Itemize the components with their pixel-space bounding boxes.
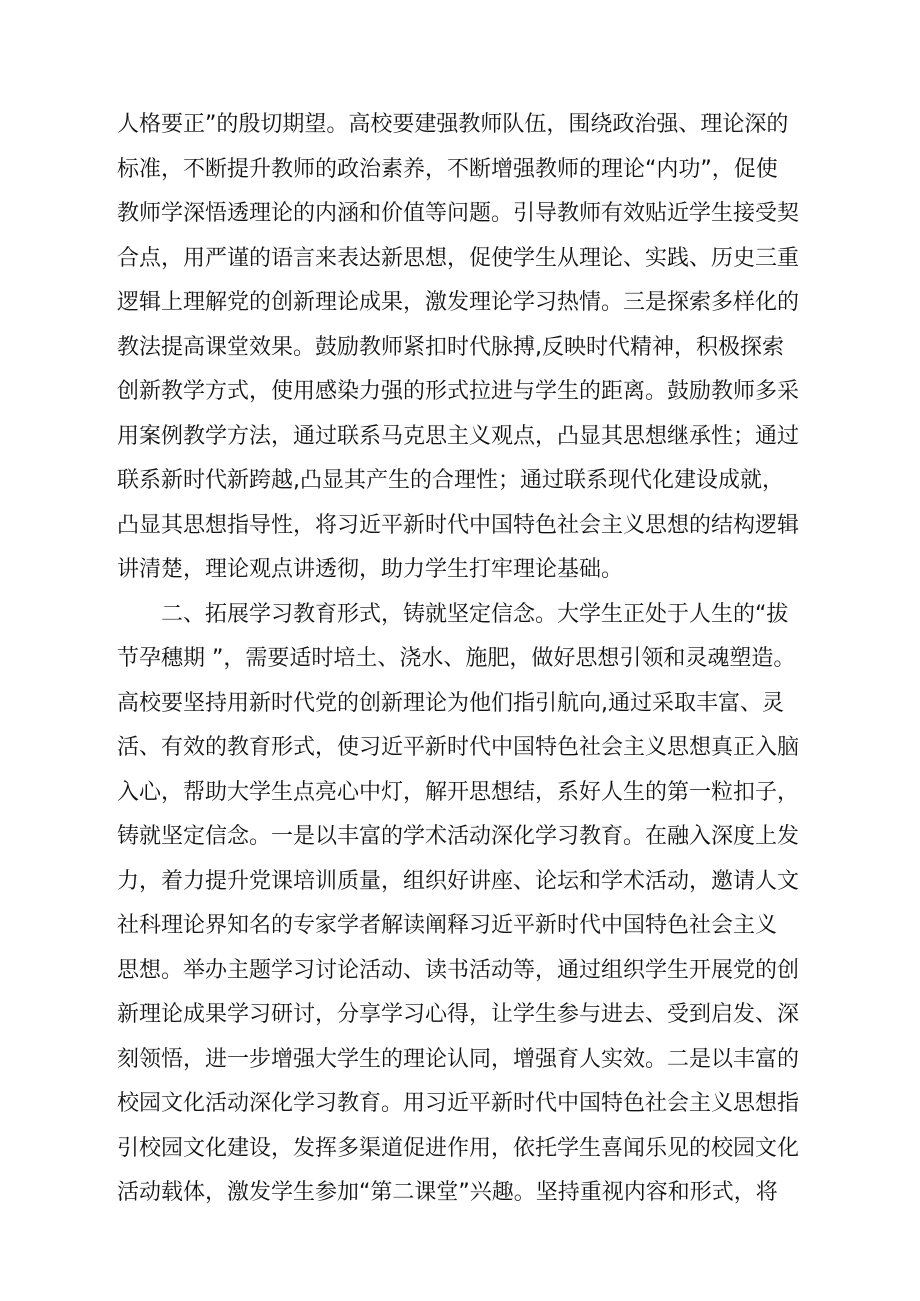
text-line: 创新教学方式，使用感染力强的形式拉进与学生的距离。鼓励教师多采 bbox=[117, 379, 800, 404]
text-line: 逻辑上理解党的创新理论成果，激发理论学习热情。三是探索多样化的 bbox=[117, 290, 800, 315]
text-line: 铸就坚定信念。一是以丰富的学术活动深化学习教育。在融入深度上发 bbox=[117, 824, 800, 849]
text-line: 社科理论界知名的专家学者解读阐释习近平新时代中国特色社会主义 bbox=[117, 913, 778, 938]
text-line: 教师学深悟透理论的内涵和价值等问题。引导教师有效贴近学生接受契 bbox=[117, 201, 800, 226]
section-heading-line: 二、拓展学习教育形式，铸就坚定信念。大学生正处于人生的“拔 bbox=[161, 601, 789, 627]
text-line: 高校要坚持用新时代党的创新理论为他们指引航向,通过采取丰富、灵 bbox=[117, 690, 784, 716]
text-line: 凸显其思想指导性，将习近平新时代中国特色社会主义思想的结构逻辑 bbox=[117, 512, 800, 538]
body-text bbox=[117, 103, 837, 1216]
text-line: 刻领悟，进一步增强大学生的理论认同，增强育人实效。二是以丰富的 bbox=[117, 1046, 800, 1072]
text-line: 入心，帮助大学生点亮心中灯，解开思想结，系好人生的第一粒扣子， bbox=[117, 779, 800, 805]
text-line: 用案例教学方法，通过联系马克思主义观点，凸显其思想继承性；通过 bbox=[117, 423, 800, 449]
text-line: 合点，用严谨的语言来表达新思想，促使学生从理论、实践、历史三重 bbox=[117, 245, 800, 271]
text-line: 标准，不断提升教师的政治素养，不断增强教师的理论“内功”，促使 bbox=[117, 156, 778, 182]
text-line: 联系新时代新跨越,凸显其产生的合理性；通过联系现代化建设成就， bbox=[117, 468, 784, 493]
text-line: 活、有效的教育形式，使习近平新时代中国特色社会主义思想真正入脑 bbox=[117, 735, 800, 760]
text-line: 校园文化活动深化学习教育。用习近平新时代中国特色社会主义思想指 bbox=[117, 1091, 800, 1116]
text-line: 节孕穗期 ”，需要适时培土、浇水、施肥，做好思想引领和灵魂塑造。 bbox=[117, 646, 796, 671]
text-line: 引校园文化建设，发挥多渠道促进作用，依托学生喜闻乐见的校园文化 bbox=[117, 1135, 800, 1161]
text-line: 活动载体，激发学生参加“第二课堂”兴趣。坚持重视内容和形式，将 bbox=[117, 1180, 778, 1205]
text-line: 讲清楚，理论观点讲透彻，助力学生打牢理论基础。 bbox=[117, 557, 624, 582]
text-line: 力，着力提升党课培训质量，组织好讲座、论坛和学术活动，邀请人文 bbox=[117, 868, 800, 894]
text-line: 教法提高课堂效果。鼓励教师紧扣时代脉搏,反映时代精神，积极探索 bbox=[117, 334, 784, 360]
text-line: 人格要正”的殷切期望。高校要建强教师队伍，围绕政治强、理论深的 bbox=[117, 112, 789, 137]
text-line: 新理论成果学习研讨，分享学习心得，让学生参与进去、受到启发、深 bbox=[117, 1002, 800, 1027]
text-line: 思想。举办主题学习讨论活动、读书活动等，通过组织学生开展党的创 bbox=[117, 957, 800, 983]
